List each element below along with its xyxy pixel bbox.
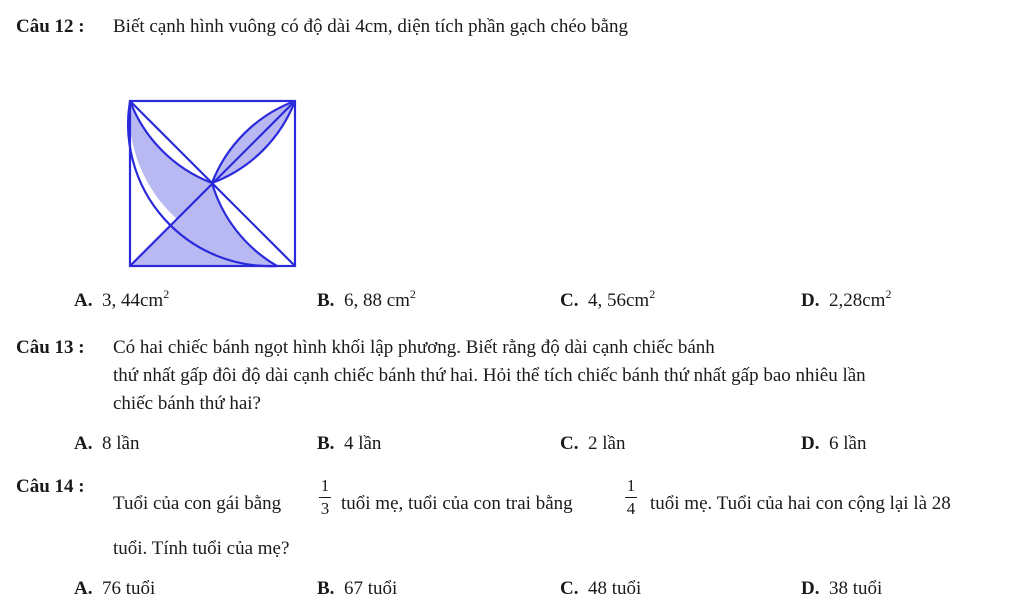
option-letter: A.: [74, 433, 93, 454]
q12-label: Câu 12 :: [16, 16, 85, 37]
q14-text-part-3: tuổi mẹ. Tuổi của hai con cộng lại là 28: [650, 493, 951, 514]
option-value: 67 tuổi: [343, 578, 398, 599]
option-value: 48 tuổi: [587, 578, 642, 599]
option-letter: B.: [317, 433, 335, 454]
option-unit-exponent: 2: [649, 286, 656, 301]
option-unit-exponent: 2: [163, 286, 170, 301]
option-letter: D.: [801, 578, 820, 599]
q13-label: Câu 13 :: [16, 337, 85, 358]
q12-text: Biết cạnh hình vuông có độ dài 4cm, diện tích phần gạch chéo bằng: [113, 16, 628, 37]
q14-option-a[interactable]: [74, 579, 155, 598]
option-letter: C.: [560, 433, 579, 454]
q14-text-part-2: tuổi mẹ, tuổi của con trai bằng: [341, 493, 573, 514]
q13-text-line-2: thứ nhất gấp đôi độ dài cạnh chiếc bánh thứ hai. Hỏi thể tích chiếc bánh thứ nhất gấp bao nhiêu lần: [113, 365, 866, 386]
option-value: 4 lần: [343, 433, 382, 454]
q12-option-b[interactable]: [317, 286, 416, 311]
q13-option-a[interactable]: [74, 434, 139, 453]
q13-text-line-3: chiếc bánh thứ hai?: [113, 393, 261, 414]
option-value: 6 lần: [828, 433, 867, 454]
option-value: 8 lần: [101, 433, 140, 454]
option-letter: D.: [801, 290, 820, 311]
fraction-denominator: 4: [626, 499, 636, 518]
option-letter: C.: [560, 290, 579, 311]
option-letter: D.: [801, 433, 820, 454]
fraction-bar: [625, 497, 637, 498]
option-letter: A.: [74, 578, 93, 599]
option-value: 38 tuổi: [828, 578, 883, 599]
q12-option-c[interactable]: [560, 286, 656, 311]
q13-option-c[interactable]: [560, 434, 625, 453]
option-value: 4, 56cm: [587, 290, 650, 311]
option-value: 6, 88 cm: [343, 290, 410, 311]
q14-option-b[interactable]: [317, 579, 397, 598]
q13-text-line-1: Có hai chiếc bánh ngọt hình khối lập phương. Biết rằng độ dài cạnh chiếc bánh: [113, 337, 715, 358]
q14-option-d[interactable]: [801, 579, 882, 598]
option-letter: A.: [74, 290, 93, 311]
q14-text-part-1: Tuổi của con gái bằng: [113, 493, 282, 514]
option-unit-exponent: 2: [885, 286, 892, 301]
q12-option-a[interactable]: [74, 286, 170, 311]
option-letter: B.: [317, 290, 335, 311]
q13-option-b[interactable]: [317, 434, 381, 453]
q14-label: Câu 14 :: [16, 476, 85, 497]
option-value: 2 lần: [587, 433, 626, 454]
q14-fraction-1: [319, 477, 331, 517]
fraction-denominator: 3: [320, 499, 330, 518]
option-value: 3, 44cm: [101, 290, 164, 311]
option-letter: C.: [560, 578, 579, 599]
option-value: 2,28cm: [828, 290, 886, 311]
q13-option-d[interactable]: [801, 434, 866, 453]
fraction-numerator: 1: [626, 476, 636, 495]
q14-text-line-2: tuổi. Tính tuổi của mẹ?: [113, 538, 290, 559]
q14-option-c[interactable]: [560, 579, 641, 598]
option-value: 76 tuổi: [101, 578, 156, 599]
fraction-bar: [319, 497, 331, 498]
option-unit-exponent: 2: [409, 286, 416, 301]
q14-fraction-2: [625, 477, 637, 517]
option-letter: B.: [317, 578, 335, 599]
q12-figure: [124, 95, 300, 271]
fraction-numerator: 1: [320, 476, 330, 495]
q12-option-d[interactable]: [801, 286, 892, 311]
